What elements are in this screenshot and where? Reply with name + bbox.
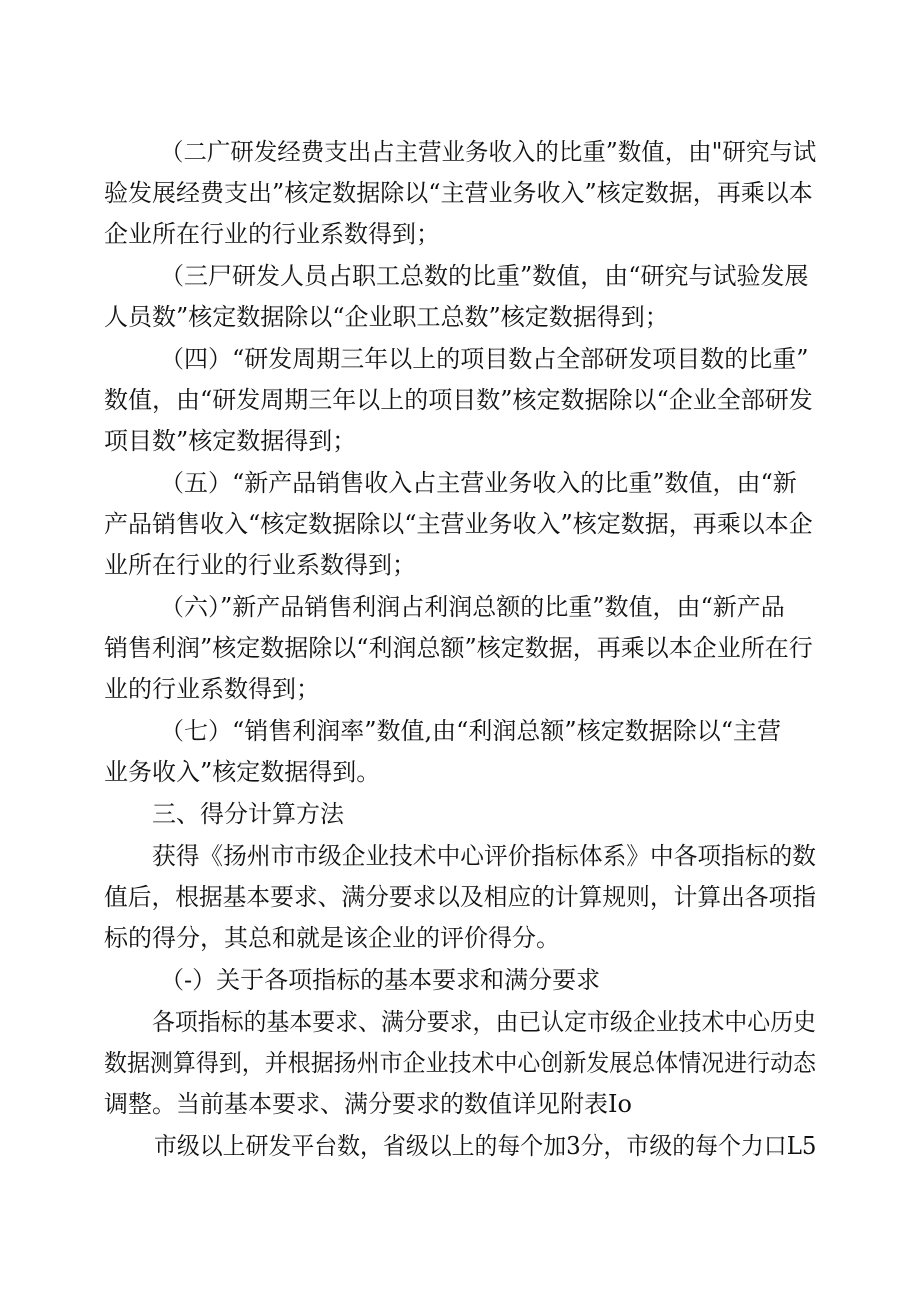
para-10-line-1: 市级以上研发平台数，省级以上的每个加3分，市级的每个力口L5 — [154, 1132, 817, 1160]
para-6-line-2: 销售利润”核定数据除以“利润总额”核定数据，再乘以本企业所在行 — [104, 634, 813, 662]
para-4-line-3: 项目数”核定数据得到； — [104, 427, 357, 455]
para-9-line-3: 调整。当前基本要求、满分要求的数值详见附表Io — [104, 1090, 632, 1118]
para-2-line-1: （二广研发经费支出占主营业务收入的比重”数值，由"研究与试 — [160, 138, 817, 166]
para-6-line-1: （六）”新产品销售利润占利润总额的比重”数值，由“新产品 — [160, 593, 785, 621]
para-5-line-1: （五）“新产品销售收入占主营业务收入的比重”数值，由“新 — [160, 469, 797, 497]
para-2-line-3: 企业所在行业的行业系数得到； — [104, 220, 440, 248]
section-heading: 三、得分计算方法 — [152, 800, 344, 828]
para-9-line-2: 数据测算得到，并根据扬州市企业技术中心创新发展总体情况进行动态 — [104, 1049, 817, 1077]
para-5-line-3: 业所在行业的行业系数得到； — [104, 551, 416, 579]
para-3-line-2: 人员数”核定数据除以“企业职工总数”核定数据得到； — [104, 303, 669, 331]
para-7-line-2: 业务收入”核定数据得到。 — [104, 758, 381, 786]
para-8-line-3: 标的得分，其总和就是该企业的评价得分。 — [104, 924, 560, 952]
para-4-line-2: 数值，由“研发周期三年以上的项目数”核定数据除以“企业全部研发 — [104, 386, 813, 414]
para-9-line-1: 各项指标的基本要求、满分要求，由已认定市级企业技术中心历史 — [152, 1008, 816, 1036]
para-4-line-1: （四）“研发周期三年以上的项目数占全部研发项目数的比重” — [160, 345, 809, 373]
para-6-line-3: 业的行业系数得到； — [104, 675, 320, 703]
para-8-line-2: 值后，根据基本要求、满分要求以及相应的计算规则，计算出各项指 — [104, 883, 817, 911]
para-2-line-2: 验发展经费支出”核定数据除以“主营业务收入”核定数据，再乘以本 — [104, 179, 813, 207]
para-8-line-1: 获得《扬州市市级企业技术中心评价指标体系》中各项指标的数 — [152, 842, 817, 870]
para-3-line-1: （三尸研发人员占职工总数的比重”数值，由“研究与试验发展 — [160, 262, 809, 290]
para-5-line-2: 产品销售收入“核定数据除以“主营业务收入”核定数据，再乘以本企 — [104, 510, 813, 538]
subsection-heading: （-）关于各项指标的基本要求和满分要求 — [160, 966, 601, 994]
para-7-line-1: （七）“销售利润率”数值,由“利润总额”核定数据除以“主营 — [160, 717, 781, 745]
